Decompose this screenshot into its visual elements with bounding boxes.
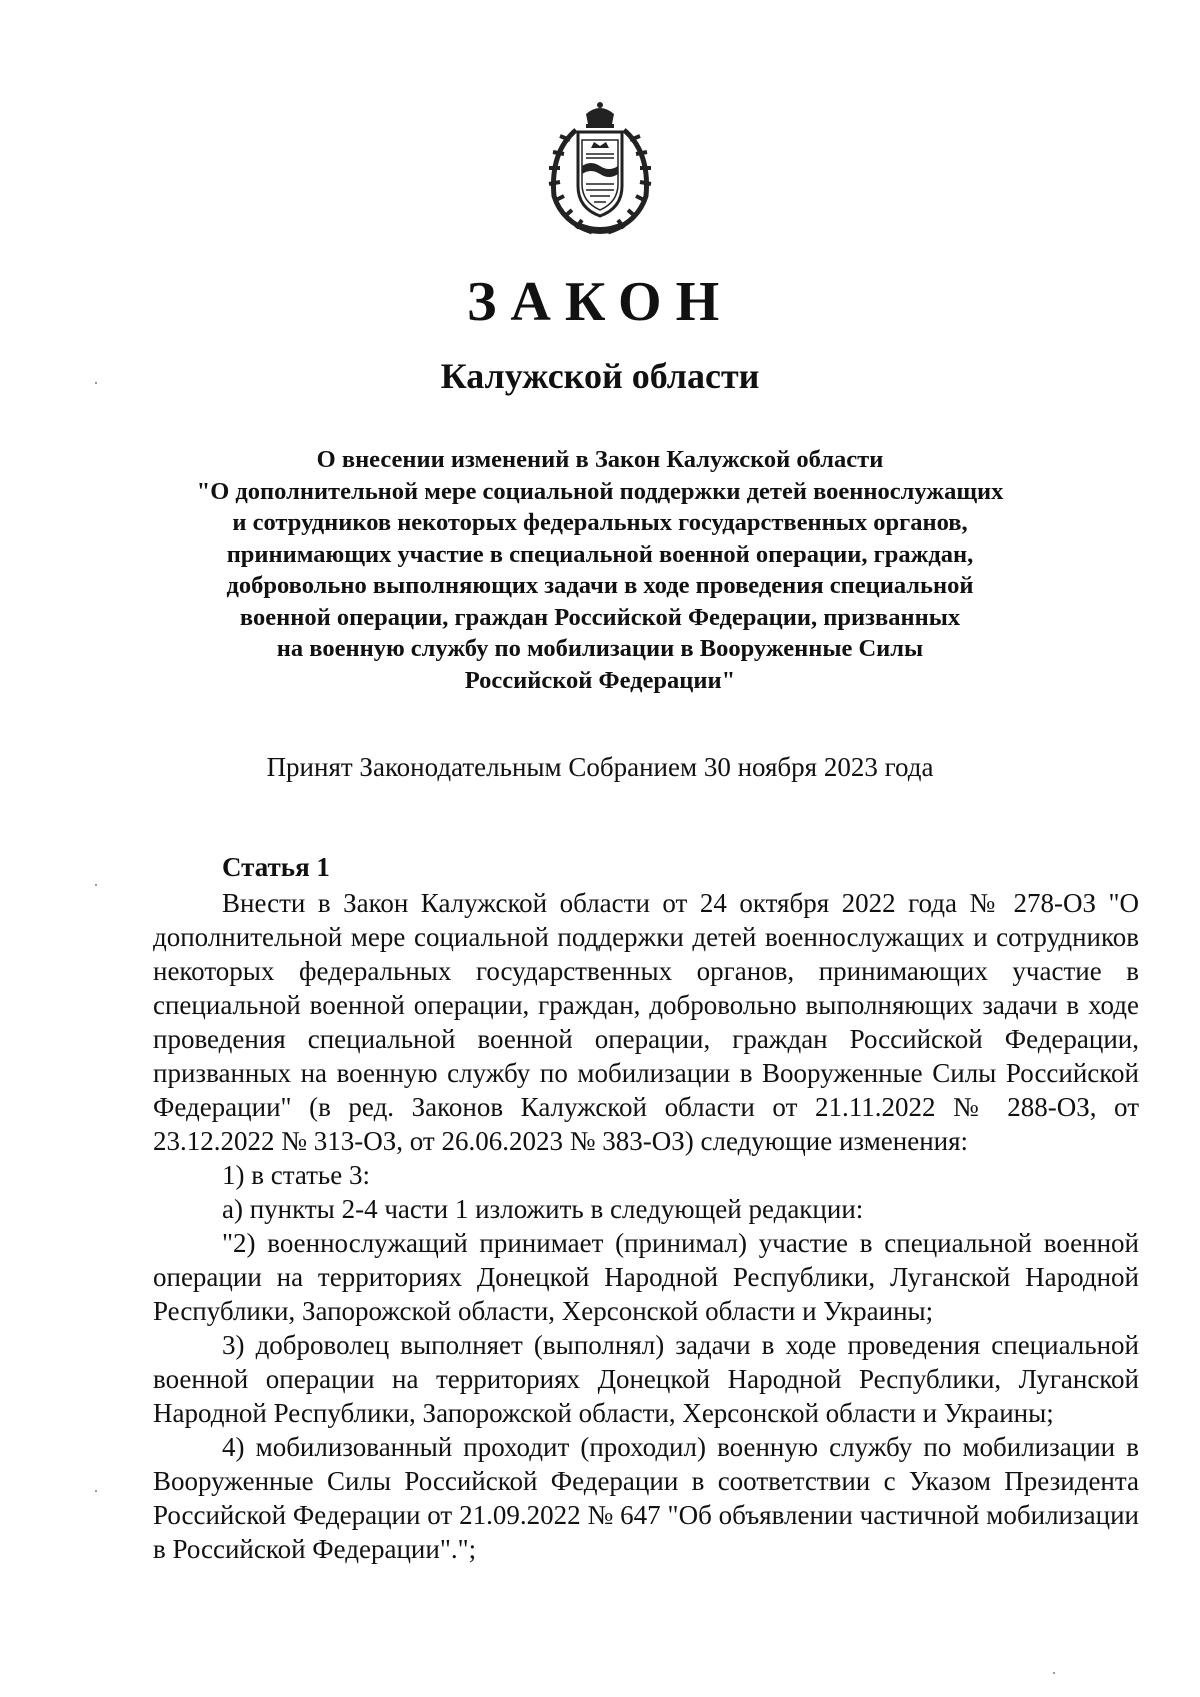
subject-line: "О дополнительной мере социальной поддержки детей военнослужащих	[196, 477, 1004, 505]
subject-line: добровольно выполняющих задачи в ходе проведения специальной	[226, 572, 974, 599]
scan-speck	[95, 884, 97, 886]
subject-line: на военную службу по мобилизации в Вооруженные Силы	[276, 635, 924, 662]
region-title: Калужской области	[440, 356, 760, 396]
article-heading: Статья 1	[222, 852, 330, 882]
subject-line: принимающих участие в специальной военной операции, граждан,	[226, 540, 974, 568]
law-title: ЗАКОН	[466, 271, 734, 333]
article-paragraph: а) пункты 2-4 части 1 изложить в следующей редакции:	[222, 1194, 864, 1224]
subject-line: Российской Федерации"	[464, 666, 736, 694]
scan-speck	[95, 382, 97, 384]
scan-speck	[1053, 1672, 1055, 1674]
adoption-statement: Принят Законодательным Собранием 30 ноября 2023 года	[266, 752, 934, 782]
article-paragraph: 3) доброволец выполняет (выполнял) задачи в ходе проведения специальной военной операции на территориях Донецкой Народной Республики, Луганской Народной Республики, Запорожской области, Херсонской области и Украины;	[153, 1330, 1139, 1428]
subject-line: О внесении изменений в Закон Калужской области	[316, 446, 884, 473]
coat-of-arms-emblem	[536, 100, 664, 238]
article-paragraph: "2) военнослужащий принимает (принимал) участие в специальной военной операции на территориях Донецкой Народной Республики, Луганской Народной Республики, Запорожской области, Херсонской области и Украины;	[153, 1228, 1139, 1326]
article-paragraph: Внести в Закон Калужской области от 24 октября 2022 года № 278-ОЗ "О дополнительной мере социальной поддержки детей военнослужащих и сотрудников некоторых федеральных государственных органов, принимающих участие в специальной военной операции, граждан, добровольно выполняющих задачи в ходе проведения специальной военной операции, граждан Российской Федерации, призванных на военную службу по мобилизации в Вооруженные Силы Российской Федерации" (в ред. Законов Калужской области от 21.11.2022 № 288-ОЗ, от 23.12.2022 № 313-ОЗ, от 26.06.2023 № 383-ОЗ) следующие изменения:	[153, 888, 1139, 1156]
law-subject	[150, 444, 1050, 696]
subject-line: военной операции, граждан Российской Федерации, призванных	[239, 603, 961, 631]
article-paragraph: 1) в статье 3:	[222, 1160, 370, 1190]
article-paragraph: 4) мобилизованный проходит (проходил) военную службу по мобилизации в Вооруженные Силы Российской Федерации в соответствии с Указом Президента Российской Федерации от 21.09.2022 № 647 "Об объявлении частичной мобилизации в Российской Федерации".";	[153, 1432, 1139, 1564]
subject-line: и сотрудников некоторых федеральных государственных органов,	[232, 509, 968, 536]
article-body	[153, 850, 1139, 1566]
scan-speck	[95, 1490, 97, 1492]
